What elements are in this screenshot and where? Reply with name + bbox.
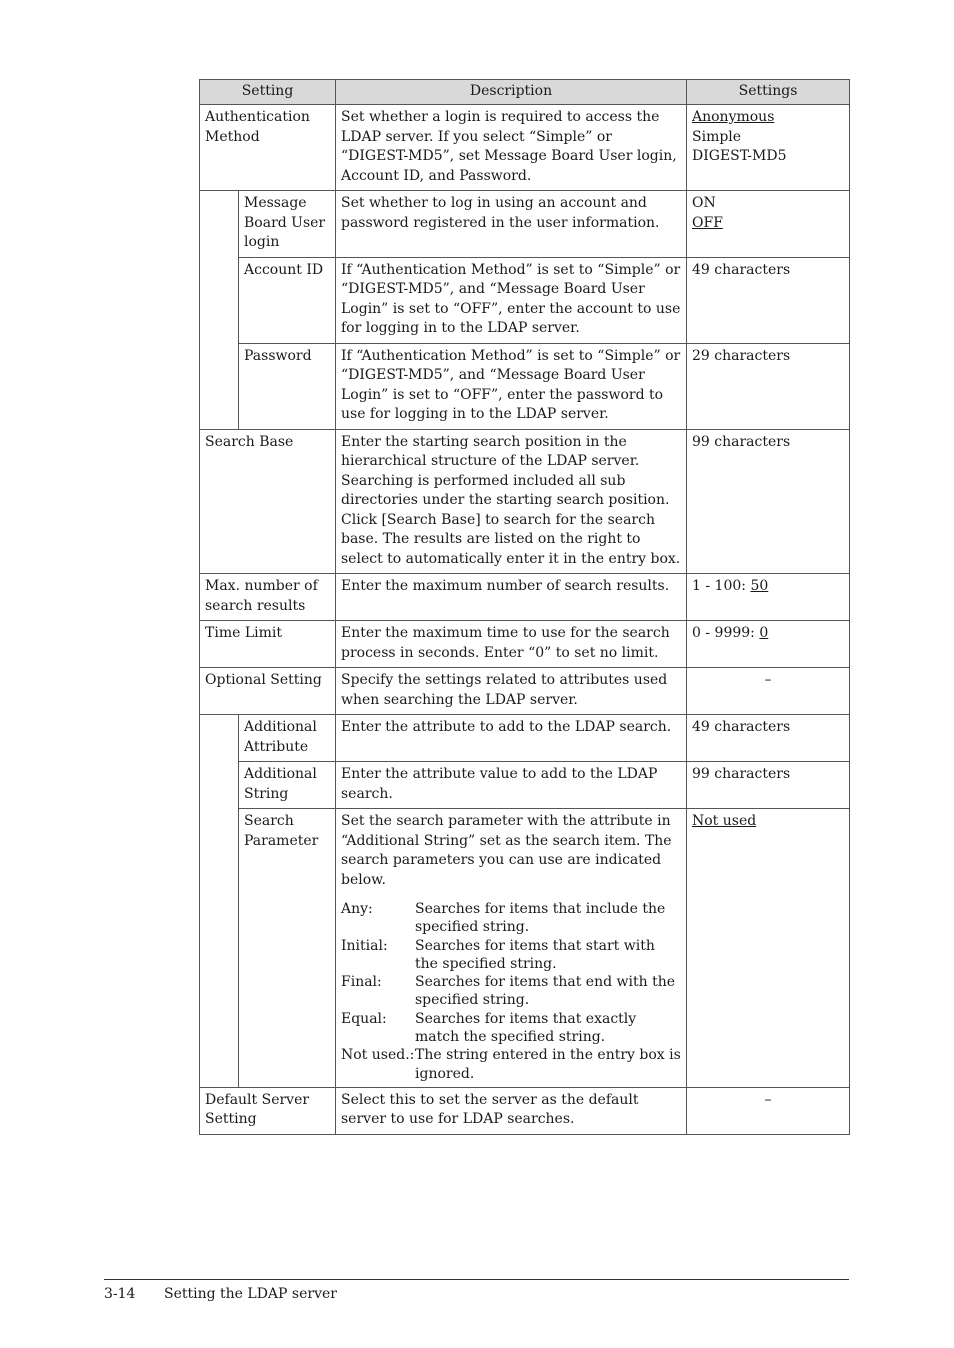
table-row xyxy=(200,191,850,258)
param-text: Searches for items that include the specified string. xyxy=(415,901,666,936)
param-list xyxy=(341,900,681,1083)
param-text: Searches for items that end with the specified string. xyxy=(415,974,676,1009)
table-row xyxy=(200,762,850,809)
row-settings: 99 characters xyxy=(687,762,850,809)
param-item xyxy=(341,1010,681,1047)
default-value: Not used xyxy=(692,813,757,829)
param-item xyxy=(341,900,681,937)
row-description: Enter the attribute value to add to the LDAP search. xyxy=(336,762,687,809)
settings-table xyxy=(199,79,850,1135)
param-key: Any: xyxy=(341,901,373,917)
param-key: Not used.: xyxy=(341,1047,415,1064)
row-settings: 29 characters xyxy=(687,343,850,429)
param-item xyxy=(341,1046,681,1083)
row-name: Account ID xyxy=(239,257,336,343)
table-row xyxy=(200,809,850,1088)
range: 1 - 100: xyxy=(692,578,751,594)
row-settings xyxy=(687,809,850,1088)
option: DIGEST-MD5 xyxy=(692,148,787,164)
param-key: Equal: xyxy=(341,1010,387,1027)
header-description: Description xyxy=(336,80,687,105)
indent-cell xyxy=(200,343,239,429)
row-description: Set whether a login is required to access the LDAP server. If you select “Simple” or “DIGEST-MD5”, set Message Board User login, Account ID, and Password. xyxy=(336,105,687,191)
row-settings: – xyxy=(687,1087,850,1134)
table-row xyxy=(200,105,850,191)
row-settings xyxy=(687,105,850,191)
param-item xyxy=(341,973,681,1010)
option-default: Anonymous xyxy=(692,109,775,125)
footer-divider xyxy=(104,1279,849,1280)
row-description: Specify the settings related to attributes used when searching the LDAP server. xyxy=(336,668,687,715)
row-description: Select this to set the server as the default server to use for LDAP searches. xyxy=(336,1087,687,1134)
param-text: Searches for items that exactly match the specified string. xyxy=(415,1010,637,1046)
row-settings: 49 characters xyxy=(687,257,850,343)
row-name: Message Board User login xyxy=(239,191,336,258)
header-setting: Setting xyxy=(200,80,336,105)
row-settings xyxy=(687,574,850,621)
row-settings: 99 characters xyxy=(687,429,850,574)
table-row xyxy=(200,715,850,762)
row-settings xyxy=(687,621,850,668)
row-name: Default Server Setting xyxy=(200,1087,336,1134)
row-name: Time Limit xyxy=(200,621,336,668)
param-key: Initial: xyxy=(341,937,388,954)
range: 0 - 9999: xyxy=(692,625,760,641)
page-footer xyxy=(104,1286,337,1302)
indent-cell xyxy=(200,762,239,809)
option-default: OFF xyxy=(692,214,723,231)
row-name: Additional String xyxy=(239,762,336,809)
table-row xyxy=(200,343,850,429)
default-value: 50 xyxy=(750,578,769,594)
row-description: Enter the attribute to add to the LDAP search. xyxy=(336,715,687,762)
row-name: Optional Setting xyxy=(200,668,336,715)
row-description: Enter the starting search position in the hierarchical structure of the LDAP server. Searching is performed included all sub directories under the starting search position. Click [Search Base] to search for the search base. The results are listed on the right to select to automatically enter it in the entry box. xyxy=(336,429,687,574)
row-description: Set whether to log in using an account and password registered in the user information. xyxy=(336,191,687,258)
row-settings: 49 characters xyxy=(687,715,850,762)
row-name: Search Parameter xyxy=(239,809,336,1088)
description-text: Set the search parameter with the attribute in “Additional String” set as the search item. The search parameters you can use are indicated below. xyxy=(341,813,672,888)
row-description xyxy=(336,809,687,1088)
row-description: If “Authentication Method” is set to “Simple” or “DIGEST-MD5”, and “Message Board User Login” is set to “OFF”, enter the account to use for logging in to the LDAP server. xyxy=(336,257,687,343)
option: ON xyxy=(692,195,716,211)
section-title: Setting the LDAP server xyxy=(164,1286,337,1302)
option: Simple xyxy=(692,128,742,145)
indent-cell xyxy=(200,257,239,343)
table-row xyxy=(200,429,850,574)
row-name: Password xyxy=(239,343,336,429)
param-key: Final: xyxy=(341,974,382,991)
table-header-row xyxy=(200,80,850,105)
row-name: Max. number of search results xyxy=(200,574,336,621)
row-name: Authentication Method xyxy=(200,105,336,191)
table-row xyxy=(200,621,850,668)
param-text: Searches for items that start with the specified string. xyxy=(415,937,655,972)
header-settings: Settings xyxy=(687,80,850,105)
indent-cell xyxy=(200,715,239,762)
table-row xyxy=(200,1087,850,1134)
page-number: 3-14 xyxy=(104,1286,136,1302)
row-settings xyxy=(687,191,850,258)
row-description: Enter the maximum time to use for the search process in seconds. Enter “0” to set no limit. xyxy=(336,621,687,668)
table-row xyxy=(200,668,850,715)
default-value: 0 xyxy=(759,625,769,641)
row-name: Additional Attribute xyxy=(239,715,336,762)
param-text: The string entered in the entry box is ignored. xyxy=(415,1047,681,1082)
table-row xyxy=(200,574,850,621)
param-item xyxy=(341,937,681,974)
indent-cell xyxy=(200,809,239,1088)
row-description: If “Authentication Method” is set to “Simple” or “DIGEST-MD5”, and “Message Board User Login” is set to “OFF”, enter the password to use for logging in to the LDAP server. xyxy=(336,343,687,429)
row-settings: – xyxy=(687,668,850,715)
row-description: Enter the maximum number of search results. xyxy=(336,574,687,621)
table-row xyxy=(200,257,850,343)
row-name: Search Base xyxy=(200,429,336,574)
indent-cell xyxy=(200,191,239,258)
